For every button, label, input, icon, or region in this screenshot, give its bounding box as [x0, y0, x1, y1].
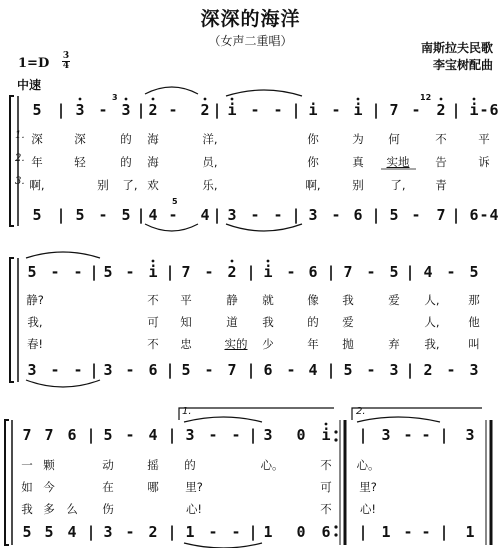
dash: -: [98, 206, 108, 224]
lyric: 人,: [424, 293, 440, 307]
lyric: 为: [352, 132, 364, 146]
note: 4: [200, 206, 210, 224]
lyric: 深: [31, 132, 43, 146]
dash: -: [411, 101, 421, 119]
repeat-dot: [334, 438, 337, 441]
lyric: 啊,: [29, 178, 45, 192]
note: 5: [44, 523, 54, 541]
dash: -: [286, 361, 296, 379]
tie: [184, 543, 262, 548]
dash: -: [125, 263, 135, 281]
note: 6: [263, 361, 273, 379]
note: 5: [103, 263, 113, 281]
lyric: 我: [21, 502, 33, 516]
tie: [226, 224, 302, 231]
octave-dot: [325, 423, 328, 426]
note: 5: [389, 263, 399, 281]
note: 5: [75, 206, 85, 224]
lyric: 我: [342, 293, 354, 307]
barline: |: [405, 263, 415, 281]
dash: -: [73, 361, 83, 379]
note: 2: [148, 101, 158, 119]
lyric: 了,: [390, 178, 406, 192]
octave-dot: [204, 98, 207, 101]
barline: |: [451, 206, 461, 224]
dash: -: [286, 263, 296, 281]
lyric: 我,: [27, 315, 43, 329]
grace-note: 3: [112, 93, 118, 102]
grace-note: 12: [420, 93, 432, 102]
lyric: 像: [307, 293, 319, 307]
note: 4: [67, 523, 77, 541]
dash: -: [273, 101, 283, 119]
lyric: 诉: [478, 155, 490, 169]
system1-bracket: [10, 96, 14, 226]
lyric: 颗: [43, 458, 55, 472]
note: 6: [469, 206, 479, 224]
dash: -: [446, 263, 456, 281]
note: i: [148, 263, 158, 281]
dash: -: [168, 206, 178, 224]
dash: -: [250, 206, 260, 224]
barline: |: [326, 263, 336, 281]
barline: |: [136, 101, 146, 119]
octave-dot: [473, 98, 476, 101]
lyric: 多: [43, 502, 55, 516]
lyric: 春!: [26, 337, 44, 351]
lyric: 海: [147, 132, 159, 146]
lyric: 轻: [74, 155, 86, 169]
note: 5: [103, 426, 113, 444]
lyric: 少: [262, 337, 274, 351]
dash: -: [125, 426, 135, 444]
note: 6: [148, 361, 158, 379]
note: 2: [227, 263, 237, 281]
lyric: 不: [320, 458, 332, 472]
note: 7: [389, 101, 399, 119]
lyric: 的: [307, 315, 319, 329]
dash: -: [168, 101, 178, 119]
lyric: 摇: [147, 458, 159, 472]
tie: [26, 252, 100, 258]
lyric: 心!: [185, 502, 203, 516]
note: 2: [423, 361, 433, 379]
dash: -: [125, 361, 135, 379]
octave-dot: [231, 98, 234, 101]
lyric: 告: [435, 155, 447, 169]
dash: -: [231, 426, 241, 444]
barline: |: [56, 101, 66, 119]
lyric: 就: [262, 293, 274, 307]
lyric: 不: [435, 132, 447, 146]
song-subtitle: （女声二重唱）: [208, 34, 293, 48]
lyric: 我: [262, 315, 274, 329]
system3-bracket: [5, 420, 9, 545]
lyric: 别: [352, 178, 364, 192]
lyric: 静: [226, 293, 238, 307]
repeat-dot: [334, 430, 337, 433]
lyric: 爱: [388, 293, 400, 307]
note: 3: [27, 361, 37, 379]
barline: |: [167, 426, 177, 444]
lyric: 海: [147, 155, 159, 169]
lyric: 叫: [468, 337, 480, 351]
barline: |: [165, 361, 175, 379]
dash: -: [479, 101, 489, 119]
lyric: 啊,: [305, 178, 321, 192]
barline: |: [212, 206, 222, 224]
note: 5: [343, 361, 353, 379]
rest: 0: [296, 426, 306, 444]
octave-dot: [79, 98, 82, 101]
rest: 3: [465, 426, 475, 444]
lyric: 静?: [26, 293, 44, 307]
lyric: 心!: [359, 502, 377, 516]
lyric: 弃: [388, 337, 400, 351]
barline: |: [89, 361, 99, 379]
dash: -: [125, 523, 135, 541]
dash: -: [446, 361, 456, 379]
rest: 1: [465, 523, 475, 541]
barline: |: [291, 101, 301, 119]
dash: -: [204, 263, 214, 281]
lyric: 知: [180, 315, 192, 329]
note: 3: [103, 361, 113, 379]
lyric: 真: [352, 155, 364, 169]
lyric: 今: [43, 480, 55, 494]
barline: |: [246, 361, 256, 379]
note: |: [439, 523, 449, 541]
note: |: [358, 523, 368, 541]
lyric: 道: [226, 315, 238, 329]
lyric: 人,: [424, 315, 440, 329]
note: 7: [181, 263, 191, 281]
note: 6: [67, 426, 77, 444]
note: 7: [436, 206, 446, 224]
lyric: 忠: [180, 337, 192, 351]
note: 5: [22, 523, 32, 541]
note: 4: [423, 263, 433, 281]
octave-dot: [231, 260, 234, 263]
note: 3: [121, 101, 131, 119]
lyric: 平: [180, 293, 192, 307]
verse-number: 3.: [15, 176, 25, 187]
lyric: 欢: [147, 178, 159, 192]
lyric: 不: [147, 293, 159, 307]
note: 1: [263, 523, 273, 541]
lyric: 了,: [122, 178, 138, 192]
lyric: 心。: [260, 458, 284, 472]
dash: -: [331, 206, 341, 224]
lyric: 年: [31, 155, 43, 169]
barline: -: [421, 426, 431, 444]
lyric: 何: [388, 132, 400, 146]
barline: |: [405, 361, 415, 379]
note: 7: [343, 263, 353, 281]
dash: -: [208, 523, 218, 541]
note: 7: [44, 426, 54, 444]
note: 3: [227, 206, 237, 224]
dash: -: [331, 101, 341, 119]
note: 7: [227, 361, 237, 379]
credit-origin: 南斯拉夫民歌: [420, 41, 493, 55]
note: 2: [200, 101, 210, 119]
octave-dot: [152, 260, 155, 263]
time-signature-bottom: 4: [62, 61, 70, 71]
note: 4: [489, 206, 499, 224]
lyric: 我,: [424, 337, 440, 351]
time-signature-top: 3: [62, 51, 70, 61]
note: |: [439, 426, 449, 444]
lyric: 的: [184, 458, 196, 472]
rest: 0: [296, 523, 306, 541]
dash: -: [366, 361, 376, 379]
lyric: 乐,: [202, 178, 218, 192]
lyric: 动: [102, 458, 114, 472]
barline: |: [248, 426, 258, 444]
barline: |: [165, 263, 175, 281]
note: 5: [181, 361, 191, 379]
note: 6: [489, 101, 499, 119]
note: 5: [32, 206, 42, 224]
tempo-marking: 中速: [17, 78, 42, 92]
verse-number: 2.: [15, 153, 25, 164]
dash: -: [50, 263, 60, 281]
lyric: 你: [307, 155, 319, 169]
barline: |: [326, 361, 336, 379]
barline: |: [86, 426, 96, 444]
lyric: 的: [120, 132, 132, 146]
note: 6: [353, 206, 363, 224]
lyric: 你: [307, 132, 319, 146]
note: 5: [469, 263, 479, 281]
repeat-dot: [334, 525, 337, 528]
dash: 1: [381, 523, 391, 541]
lyric: 一: [21, 458, 33, 472]
grace-note: 5: [172, 197, 178, 206]
lyric: 他: [468, 315, 480, 329]
dash: -: [204, 361, 214, 379]
lyric: 里?: [185, 480, 203, 494]
octave-dot: [440, 98, 443, 101]
lyric: 心。: [356, 458, 380, 472]
dash: 3: [381, 426, 391, 444]
dash: -: [273, 206, 283, 224]
note: 3: [185, 426, 195, 444]
barline: -: [421, 523, 431, 541]
dash: -: [73, 263, 83, 281]
note: i: [469, 101, 479, 119]
dash: -: [50, 361, 60, 379]
lyric: 青: [435, 178, 447, 192]
lyric: 深: [74, 132, 86, 146]
note: i: [227, 101, 237, 119]
barline: |: [371, 206, 381, 224]
lyric: 别: [97, 178, 109, 192]
note: |: [358, 426, 368, 444]
repeat-dot: [334, 533, 337, 536]
octave-dot: [267, 260, 270, 263]
note: 3: [308, 206, 318, 224]
octave-dot: [152, 98, 155, 101]
lyric: 的: [120, 155, 132, 169]
lyric: 可: [147, 315, 159, 329]
note: 3: [75, 101, 85, 119]
lyric: 实地: [386, 155, 410, 169]
note: 5: [27, 263, 37, 281]
lyric: 哪: [147, 480, 159, 494]
note: i: [321, 426, 331, 444]
note: 5: [121, 206, 131, 224]
note: 4: [308, 361, 318, 379]
song-title: 深深的海洋: [200, 8, 301, 30]
barline: |: [167, 523, 177, 541]
dash: -: [479, 206, 489, 224]
note: 3: [469, 361, 479, 379]
lyric: 平: [478, 132, 490, 146]
dash: -: [231, 523, 241, 541]
dash: -: [208, 426, 218, 444]
note: 2: [148, 523, 158, 541]
note: 5: [389, 206, 399, 224]
dash: -: [411, 206, 421, 224]
key-signature: 1=D: [18, 56, 50, 71]
lyric: 不: [320, 502, 332, 516]
tie: [26, 380, 100, 387]
lyric: 洋,: [202, 132, 218, 146]
lyric: 不: [147, 337, 159, 351]
barline: |: [89, 263, 99, 281]
lyric: 爱: [342, 315, 354, 329]
lyric: 里?: [359, 480, 377, 494]
note: 2: [436, 101, 446, 119]
lyric: 那: [468, 293, 480, 307]
first-ending-label: 1.: [182, 406, 192, 417]
lyric: 在: [102, 480, 114, 494]
credit-arranger: 李宝树配曲: [432, 58, 493, 72]
dash: -: [403, 523, 413, 541]
lyric: 如: [21, 480, 33, 494]
lyric: 可: [320, 480, 332, 494]
note: 6: [308, 263, 318, 281]
note: 7: [22, 426, 32, 444]
octave-dot: [125, 98, 128, 101]
barline: |: [291, 206, 301, 224]
note: i: [308, 101, 318, 119]
barline: |: [248, 523, 258, 541]
lyric: 年: [307, 337, 319, 351]
slur: [145, 224, 198, 231]
note: 3: [103, 523, 113, 541]
octave-dot: [357, 98, 360, 101]
barline: |: [86, 523, 96, 541]
barline: |: [56, 206, 66, 224]
dash: -: [403, 426, 413, 444]
barline: |: [246, 263, 256, 281]
barline: |: [451, 101, 461, 119]
note: 5: [32, 101, 42, 119]
tie: [357, 417, 440, 422]
note: 4: [148, 426, 158, 444]
note: 3: [263, 426, 273, 444]
verse-number: 1.: [15, 130, 25, 141]
note: 3: [389, 361, 399, 379]
lyric: 实的: [224, 337, 248, 351]
lyric: 么: [66, 502, 78, 516]
note: 4: [148, 206, 158, 224]
tie: [226, 90, 302, 96]
note: i: [353, 101, 363, 119]
note: i: [263, 263, 273, 281]
slur: [145, 87, 198, 94]
lyric: 员,: [202, 155, 218, 169]
lyric: 伤: [102, 502, 114, 516]
note: 1: [185, 523, 195, 541]
dash: -: [250, 101, 260, 119]
system2-bracket: [10, 258, 14, 382]
note: 6: [321, 523, 331, 541]
dash: -: [366, 263, 376, 281]
barline: |: [371, 101, 381, 119]
lyric: 抛: [342, 337, 354, 351]
barline: |: [136, 206, 146, 224]
barline: |: [212, 101, 222, 119]
dash: -: [98, 101, 108, 119]
second-ending-label: 2.: [356, 406, 366, 417]
tie: [184, 417, 262, 422]
